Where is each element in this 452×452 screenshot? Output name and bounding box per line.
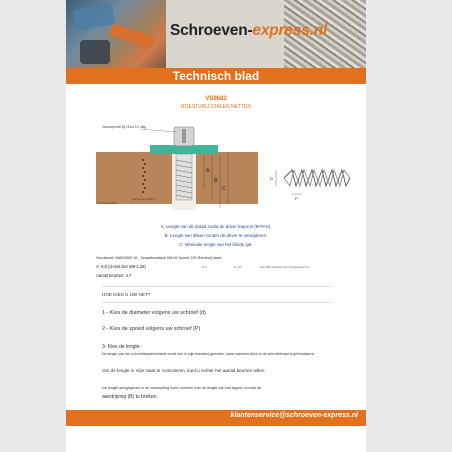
brand-logo: Schroeven-express.nl <box>170 22 328 39</box>
example-turns: Aantal beurten: 4,7 <box>96 273 132 278</box>
product-code: VS9682 <box>205 96 227 102</box>
caption-b: B. Lengte van tikken zonder de driver te verwijderen. <box>164 233 268 238</box>
header-photo-tools <box>66 0 166 68</box>
separator <box>102 286 332 287</box>
svg-text:C: C <box>222 186 226 192</box>
document-page <box>66 0 366 452</box>
footer-email[interactable]: klantenservice@schroeven-express.nl <box>230 412 358 419</box>
example-note: Door M8 schroeven niet met spoed van 1,6 <box>260 266 310 269</box>
caption-c: C: Minimale lengte van het blinde gat. <box>179 242 253 247</box>
guide-step-3-title: 3- Kies de lengte: <box>102 344 141 350</box>
svg-text:D: D <box>270 176 273 181</box>
insert-diagram <box>96 120 356 220</box>
product-name: ROESTVRIJ STALEN NETTEN <box>181 104 251 110</box>
teal-plate <box>150 145 218 154</box>
example-d2: D:+6.2 <box>234 266 242 269</box>
bolt-shank <box>176 154 192 200</box>
banner-title: Technisch blad <box>172 69 260 83</box>
separator <box>102 302 332 303</box>
header <box>66 0 366 68</box>
guide-step-1: 1 - Kies de diameter volgens uw schroef (d) <box>102 310 206 316</box>
svg-text:A: A <box>206 168 210 174</box>
coil-insert-drawing <box>284 170 350 186</box>
label-tool: Nomnal tolbde <box>98 201 118 205</box>
svg-text:B: B <box>214 178 218 184</box>
svg-text:P: P <box>295 196 298 201</box>
guide-step-2: 2 - Kies de spoed volgens uw schroef (P) <box>102 326 201 332</box>
title-banner <box>66 68 366 84</box>
example-values: A: 6,8 (d-niet dez M8-1,25) <box>96 264 146 269</box>
label-insert-depth: Inbouwprofiel bij 18 tot 1/2 slag <box>102 125 146 129</box>
guide-length-note: De lengte aangegeven in de aanduiding komt overeen met de lengte van het tappen zonder de <box>102 386 262 390</box>
guide-step-3-note: Om de lengte in vrije staat te controleren, kunt u echter het aantal beurten tellen. <box>102 368 266 373</box>
label-hole: geboorde nerken <box>132 197 155 201</box>
footer-bar <box>66 410 366 426</box>
guide-step-3-body: De lengte van het schroefdraadinzetstuk wordt niet in vrije toestand gemeten, maar wanneer deze in de schroefdraad is geïnstalleerd. <box>102 352 315 356</box>
example-line: Voorbeeld: 96820600 16 - Draadinzetstuk M6X8 Spoed 125 Roestvrij staal <box>96 256 222 260</box>
guide-length-note-2: aandrijving (B) te breken. <box>102 394 158 400</box>
example-d: D: 6 <box>202 266 207 269</box>
caption-a: A: Lengte van de draad zodra de driver kapot is (B-PAS). <box>160 224 272 229</box>
guide-question: HOE KIES U UW NET? <box>102 292 151 297</box>
